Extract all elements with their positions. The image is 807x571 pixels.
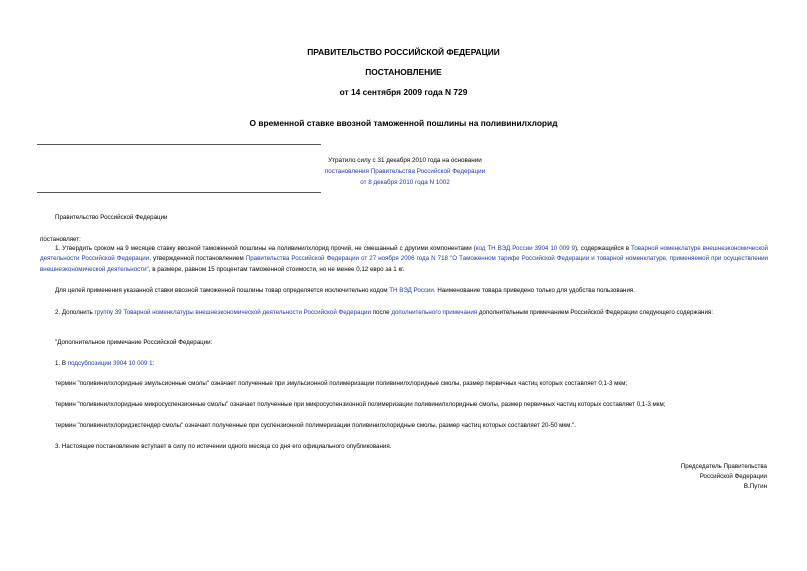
intro-text: Правительство Российской Федерации bbox=[55, 214, 168, 221]
paragraph-1: 1. Утвердить сроком на 9 месяцев ставку ввозной таможенной пошлины на поливинилхлорид прочий, не смешанный с другими компонентами (код ТН ВЭД России 3904 10 009 9), содержащийся в Товарной номенклатуре внешнеэкономической деятельности Российской Федерации, утвержденной постановлением Правительства Российской Федерации от 27 ноября 2006 года N 718 "О Таможенном тарифе Российской Федерации и товарной номенклатуре, применяемой при осуществлении внешнеэкономической деятельности", в размере, равном 15 процентам таможенной стоимости, но не менее 0,12 евро за 1 кг. bbox=[40, 245, 769, 273]
signature-position: Председатель Правительства bbox=[680, 463, 767, 470]
paragraph-3: 2. Дополнить группу 39 Товарной номенклатуры внешнеэкономической деятельности Российской Федерации после дополнительного примечания дополнительным примечанием Российской Федерации следующего содержания: bbox=[55, 309, 713, 316]
signature-block bbox=[681, 462, 767, 493]
bottom-divider bbox=[37, 192, 321, 193]
org-heading: ПРАВИТЕЛЬСТВО РОССИЙСКОЙ ФЕДЕРАЦИИ bbox=[307, 47, 500, 57]
signature-country: Российской Федерации bbox=[699, 473, 767, 481]
tnved-code-link[interactable]: код ТН ВЭД России 3904 10 009 9 bbox=[475, 245, 575, 252]
repeal-decree-link[interactable]: постановления Правительства Российской Федерации bbox=[324, 168, 486, 176]
document-title: О временной ставке ввозной таможенной пошлины на поливинилхлорид bbox=[249, 118, 558, 128]
term-extender: термин "поливинилхлоридэкстендер смолы" означает полученные при суспензионной полимеризации поливинилхлоридные смолы, размер частиц которых составляет 20-50 мкм.". bbox=[55, 422, 576, 429]
subheading-link[interactable]: подсубпозиции 3904 10 009 1 bbox=[67, 360, 153, 367]
signature-name: В.Путин bbox=[743, 483, 767, 491]
paragraph-4: 3. Настоящее постановление вступает в силу по истечении одного месяца со дня его официального опубликования. bbox=[55, 443, 392, 450]
quote-heading: "Дополнительное примечание Российской Федерации: bbox=[55, 339, 213, 346]
paragraph-2: Для целей применения указанной ставки ввозной таможенной пошлины товар определяется исключительно кодом ТН ВЭД России. Наименование товара приведено только для удобства пользования. bbox=[55, 287, 635, 294]
repeal-decree-date-link[interactable]: от 8 декабря 2010 года N 1002 bbox=[360, 179, 450, 187]
date-number-heading: от 14 сентября 2009 года N 729 bbox=[339, 87, 468, 97]
decides-text: постановляет: bbox=[40, 236, 81, 243]
term-microsuspension: термин "поливинилхлоридные микросуспензионные смолы" означает полученные при микросуспензионной полимеризации поливинилхлоридные смолы, размер первичных частиц которых составляет 0,1-3 мкм; bbox=[55, 401, 666, 408]
top-divider bbox=[37, 144, 321, 145]
additional-note-link[interactable]: дополнительного примечания bbox=[391, 309, 478, 316]
tnved-nomenclature-link[interactable]: Товарной номенклатуре внешнеэкономической деятельности Российской Федерации bbox=[40, 245, 769, 263]
quote-item-1: 1. В подсубпозиции 3904 10 009 1: bbox=[55, 360, 155, 367]
group-39-link[interactable]: группу 39 Товарной номенклатуры внешнеэкономической деятельности Российской Федерации bbox=[94, 309, 371, 316]
tnved-russia-link[interactable]: ТН ВЭД России bbox=[389, 287, 434, 294]
repeal-note-text: Утратило силу с 31 декабря 2010 года на основании bbox=[328, 157, 482, 164]
repeal-note bbox=[250, 155, 560, 189]
doc-type-heading: ПОСТАНОВЛЕНИЕ bbox=[365, 67, 442, 77]
decree-718-link[interactable]: Правительства Российской Федерации от 27 ноября 2006 года N 718 "О Таможенном тарифе Российской Федерации и товарной номенклатуре, применяемой при осуществлении внешнеэкономической деятельности" bbox=[40, 255, 768, 273]
term-emulsion: термин "поливинилхлоридные эмульсионные смолы" означает полученные при эмульсионной полимеризации поливинилхлоридные смолы, размер первичных частиц которых составляет 0,1-3 мкм; bbox=[55, 380, 628, 387]
